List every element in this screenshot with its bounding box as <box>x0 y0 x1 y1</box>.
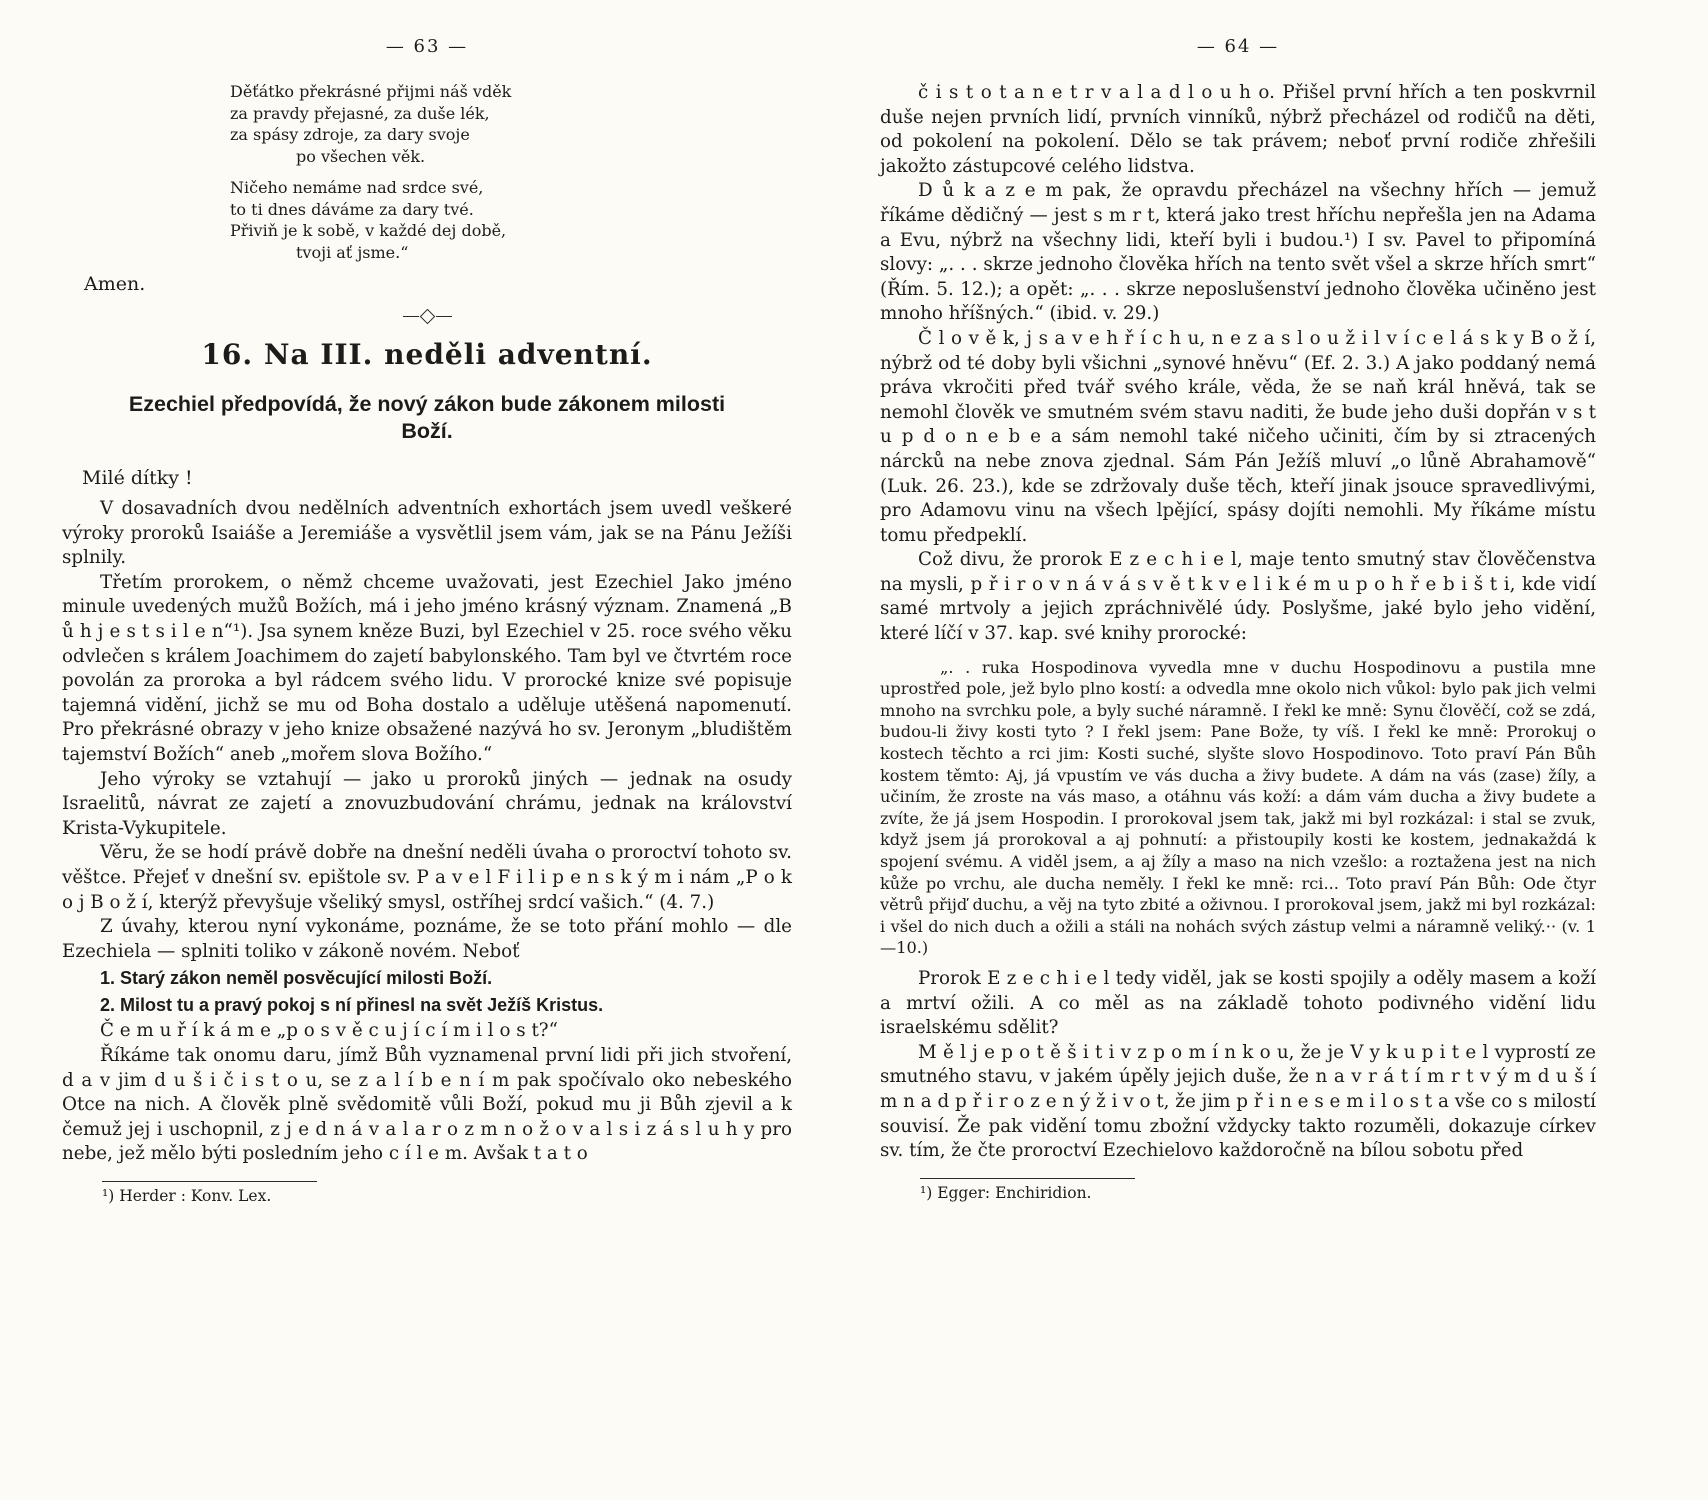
numbered-point-2: 2. Milost tu a pravý pokoj s ní přinesl na svět Ježíš Kristus. <box>100 994 604 1015</box>
dedication-poem <box>230 81 792 263</box>
paragraph: V dosavadních dvou nedělních adventních exhortách jsem uvedl veškeré výroky proroků Isaiáše a Jeremiáše a vysvětlil jsem vám, jak se na Pánu Ježíši splnily. <box>62 498 792 569</box>
poem-stanza-1 <box>230 81 792 167</box>
paragraph: Jeho výroky se vztahují — jako u proroků jiných — jednak na osudy Israelitů, návrat ze zajetí a znovuzbudování chrámu, jednak na království Krista-Vykupitele. <box>62 768 792 839</box>
poem-line: Ničeho nemáme nad srdce své, <box>230 178 484 197</box>
divider-line <box>403 316 419 317</box>
page-number-left: — 63 — <box>385 36 469 57</box>
footnote-left: ¹) Herder : Konv. Lex. <box>102 1187 272 1206</box>
divider-line <box>436 316 452 317</box>
poem-line: za spásy zdroje, za dary svoje <box>230 125 470 144</box>
numbered-point-1: 1. Starý zákon neměl posvěcující milosti Boží. <box>100 968 493 989</box>
salutation: Milé dítky ! <box>82 467 193 489</box>
paragraph: Č l o v ě k, j s a v e h ř í c h u, n e z a s l o u ž i l v í c e l á s k y B o ž í, nýbrž od té doby byli všichni „synové hněvu“ (Ef. 2. 3.) A jako poddaný nemá práva vkročiti před tvář svého krále, věda, že se naň král hněvá, tak se nemohl člověk ve smutném svém stavu naditi, že bude jeho duši dopřán v s t u p d o n e b e a sám nemohl také ničeho učiniti, čím by si ztracených nárcků na nebe znova zjednal. Sám Pán Ježíš mluví „o lůně Abrahamově“ (Luk. 26. 23.), kde se zdržovaly duše těch, kteří jinak jsouce spravedlivými, pro Adamovu vinu na všech lpějící, spásy dojíti nemohli. My říkáme místu tomu předpeklí. <box>880 327 1596 546</box>
chapter-subtitle: Ezechiel předpovídá, že nový zákon bude zákonem milosti Boží. <box>128 392 726 443</box>
poem-line: to ti dnes dáváme za dary tvé. <box>230 199 474 219</box>
paragraph: M ě l j e p o t ě š i t i v z p o m í n k o u, že je V y k u p i t e l vyprostí ze smutného stavu, v jakém úpěly jejich duše, že n a v r á t í m r t v ý m d u š í m n a d p ř i r o z e n ý ž i v o t, že jim p ř i n e s e m i l o s t a vše co s milostí souvisí. Že pak vidění tomu zbožní vždycky takto rozuměli, dokazuje církev sv. tím, že čte proroctví Ezechielovo každoročně na bílou sobotu před <box>880 1041 1596 1162</box>
section-divider <box>62 311 792 322</box>
paragraph: Říkáme tak onomu daru, jímž Bůh vyznamenal první lidi při jich stvoření, d a v jim d u š i č i s t o u, se z a l í b e n í m pak spočívalo oko nebeského Otce na nich. A člověk plně svědomitě vůli Boží, pokud mu ji Bůh zjevil a k čemuž jej i uschopnil, z j e d n á v a l a r o z m n o ž o v a l s i z á s l u h y pro nebe, jež mělo býti posledním jeho c í l e m. Avšak t a t o <box>62 1045 792 1165</box>
body-text-right <box>880 81 1596 1164</box>
paragraph: Z úvahy, kterou nyní vykonáme, poznáme, že se toto přání mohlo — dle Ezechiela — splniti toliko v zákoně novém. Neboť <box>62 916 792 962</box>
footnote-rule <box>920 1178 1135 1179</box>
paragraph: č i s t o t a n e t r v a l a d l o u h o. Přišel první hřích a ten poskvrnil duše nejen prvních lidí, prvních vinníků, nýbrž přecházel od rodičů na děti, od pokolení na pokolení. Dělo se tak právem; neboť první rodiče zhřešili jakožto zástupcové celého lidstva. <box>880 82 1596 177</box>
page-64 <box>880 0 1596 1202</box>
paragraph: Třetím prorokem, o němž chceme uvažovati, jest Ezechiel Jako jméno minule uvedených mužů Božích, má i jeho jméno krásný význam. Znamená „B ů h j e s t s i l e n“¹). Jsa synem kněze Buzi, byl Ezechiel v 25. roce svého věku odvlečen s králem Joachimem do zajetí babylonského. Tam byl ve čtvrtém roce povolán za proroka a byl rádcem svého lidu. V prorocké knize své popisuje tajemná vidění, jichž se mu od Boha dostalo a uděluje utěšená napomenutí. Pro překrásné obrazy v jeho knize obsažené nazývá ho sv. Jeronym „bludištěm tajemství Božích“ aneb „mořem slova Božího.“ <box>62 571 792 765</box>
poem-line: Přiviň je k sobě, v každé dej době, <box>230 221 507 240</box>
poem-stanza-2 <box>230 177 792 263</box>
footnote-rule <box>102 1181 317 1182</box>
paragraph: D ů k a z e m pak, že opravdu přecházel na všechny hřích — jemuž říkáme dědičný — jest s m r t, která jako trest hříchu nepřešla jen na Adama a Evu, nýbrž na všechny lidi, kteří byli i budou.¹) I sv. Pavel to připomíná slovy: „. . . skrze jednoho člověka hřích na tento svět všel a skrze hřích smrt“ (Řím. 5. 12.); a opět: „. . . skrze neposlušenství jednoho člověka učiněno jest mnoho hříšných.“ (ibid. v. 29.) <box>880 180 1596 325</box>
paragraph: Věru, že se hodí právě dobře na dnešní neděli úvaha o proroctví tohoto sv. věštce. Přejeť v dnešní sv. epištole sv. P a v e l F i l i p e n s k ý m i nám „P o k o j B o ž í, kterýž převyšuje všeliký smysl, ostříhej srdcí vašich.“ (4. 7.) <box>62 842 792 913</box>
paragraph: Prorok E z e c h i e l tedy viděl, jak se kosti spojily a oděly masem a koží a mrtví ožili. A co měl as na základě tohoto podivného vidění lidu israelskému sdělit? <box>880 967 1596 1039</box>
footnote-right: ¹) Egger: Enchiridion. <box>920 1183 1092 1202</box>
poem-line: po všechen věk. <box>296 146 426 166</box>
page-number-right: — 64 — <box>1196 36 1280 57</box>
poem-line: za pravdy přejasné, za duše lék, <box>230 103 490 123</box>
body-text-left <box>62 497 792 1167</box>
page-63 <box>62 0 792 1205</box>
diamond-ornament-icon <box>419 309 435 325</box>
poem-line: Děťátko překrásné přijmi náš vděk <box>230 82 512 101</box>
poem-line: tvoji ať jsme.“ <box>296 242 409 262</box>
chapter-title: 16. Na III. neděli adventní. <box>201 338 653 371</box>
scripture-quote-block: „. . ruka Hospodinova vyvedla mne v duchu Hospodinovu a pustila mne uprostřed pole, jež bylo plno kostí: a odvedla mne okolo nich vůkol: bylo pak jich velmi mnoho na svrchku pole, a byly suché náramně. I řekl ke mně: Synu člověčí, což se zdá, budou-li živy kosti tyto ? I řekl jsem: Pane Bože, ty víš. I řekl ke mně: Prorokuj o kostech těchto a rci jim: Kosti suché, slyšte slovo Hospodinovo. Toto praví Pán Bůh kostem těmto: Aj, já vpustím ve vás ducha a živy budete. A dám na vás (zase) žíly, a učiním, že zroste na vás maso, a otáhnu vás koží: a dám vám ducha a živy budete a zvíte, že já jsem Hospodin. I prorokoval jsem tak, jakž mi byl rozkázal: i stal se zvuk, když jsem já prorokoval a aj pohnutí: a přistoupily kosti ke kostem, jednakaždá k spojení svému. A viděl jsem, a aj žíly a maso na nich vzešlo: a roztažena jest na nich kůže po vrchu, ale ducha neměly. I řekl ke mně: rci... Toto praví Pán Bůh: Ode čtyr větrů přijď duchu, a věj na tyto zbité a oživnou. I prorokoval jsem, jakž mi byl rozkázal: i všel do nich duch a ožili a stáli na nohách svých zástup velmi a náramně veliký.·· (v. 1—10.) <box>880 657 1596 958</box>
paragraph: Což divu, že prorok E z e c h i e l, maje tento smutný stav člověčenstva na mysli, p ř i r o v n á v á s v ě t k v e l i k é m u p o h ř e b i š t i, kde vidí samé mrtvoly a jejich zpráchnivělé údy. Poslyšme, jaké bylo jeho vidění, které líčí v 37. kap. své knihy prorocké: <box>880 549 1596 645</box>
question-line: Č e m u ř í k á m e „p o s v ě c u j í c í m i l o s t?“ <box>100 1020 558 1042</box>
amen-text: Amen. <box>84 273 146 295</box>
